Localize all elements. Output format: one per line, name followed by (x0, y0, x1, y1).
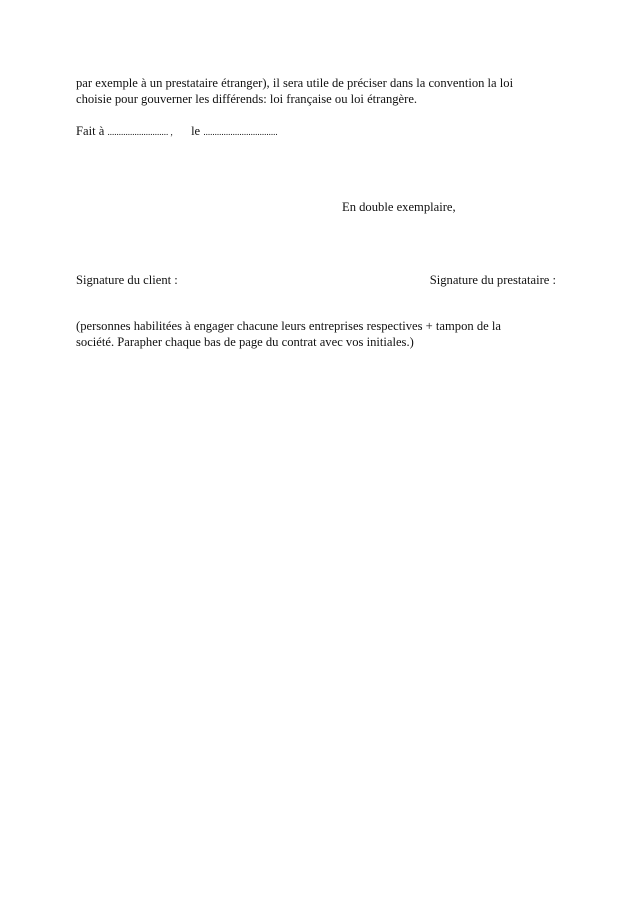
note-line: (personnes habilitées à engager chacune leurs entreprises respectives + tampon de la (76, 319, 501, 333)
copies-note: En double exemplaire, (342, 200, 456, 214)
place-field: ........................... , (107, 127, 173, 137)
place-date-line (76, 123, 278, 140)
client-signature-label: Signature du client : (76, 273, 178, 287)
provider-signature-label: Signature du prestataire : (429, 273, 556, 287)
date-label: le (191, 124, 201, 138)
signature-instructions-note (76, 318, 562, 350)
paragraph-line: choisie pour gouverner les différends: loi française ou loi étrangère. (76, 92, 418, 106)
place-label: Fait à (76, 124, 105, 138)
governing-law-paragraph (76, 75, 562, 107)
date-field: ................................. (203, 127, 278, 137)
note-line: société. Parapher chaque bas de page du contrat avec vos initiales.) (76, 335, 414, 349)
paragraph-line: par exemple à un prestataire étranger), il sera utile de préciser dans la convention la loi (76, 76, 514, 90)
